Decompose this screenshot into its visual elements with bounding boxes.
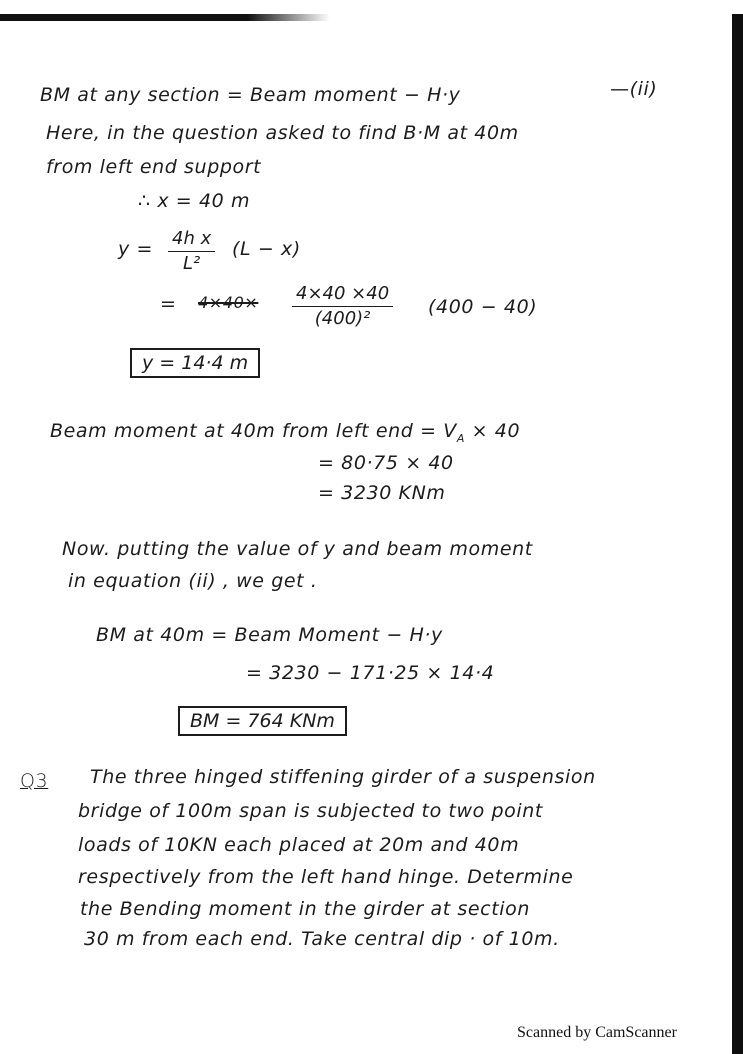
line-left-end-support: from left end support [46, 156, 262, 178]
question-line-5: the Bending moment in the girder at section [80, 898, 531, 920]
y-substitution-numerator: 4×40 ×40 [292, 283, 393, 307]
y-substitution-denominator: (400)² [314, 308, 371, 329]
question-label: Q3 [20, 770, 49, 792]
beam-moment-line [50, 420, 520, 445]
bm-result-box: BM = 764 KNm [178, 706, 347, 736]
in-equation-line: in equation (ii) , we get . [68, 570, 318, 592]
question-line-2: bridge of 100m span is subjected to two point [78, 800, 543, 822]
y-substitution-tail: (400 − 40) [428, 296, 538, 318]
question-line-6: 30 m from each end. Take central dip · of 10m. [84, 928, 560, 950]
now-putting-line: Now. putting the value of y and beam moment [62, 538, 533, 560]
y-formula-numerator: 4h x [168, 228, 215, 252]
y-result-box: y = 14·4 m [130, 348, 260, 378]
beam-moment-step-2: = 80·75 × 40 [318, 452, 454, 474]
va-subscript: A [456, 431, 465, 445]
y-formula-fraction [168, 228, 215, 274]
line-x-value: ∴ x = 40 m [138, 190, 251, 212]
y-substitution-equals: = [160, 293, 177, 315]
scan-edge-shadow-right [732, 14, 743, 1054]
bm-at-40m-line: BM at 40m = Beam Moment − H·y [96, 624, 443, 646]
question-line-4: respectively from the left hand hinge. Determine [78, 866, 574, 888]
camscanner-watermark: Scanned by CamScanner [517, 1024, 677, 1041]
y-formula-denominator: L² [182, 253, 201, 274]
equation-ref-ii: —(ii) [610, 78, 658, 100]
y-formula-tail: (L − x) [232, 238, 301, 260]
bm-substitution-line: = 3230 − 171·25 × 14·4 [246, 662, 495, 684]
beam-moment-text: Beam moment at 40m from left end = V [50, 420, 457, 442]
struck-out-text: 4×40× [198, 293, 259, 312]
line-bm-any-section: BM at any section = Beam moment − H·y [40, 84, 461, 106]
scan-edge-shadow-top [0, 14, 330, 21]
line-question-statement: Here, in the question asked to find B·M at 40m [46, 122, 519, 144]
beam-moment-tail: × 40 [471, 420, 521, 442]
y-substitution-fraction [292, 283, 393, 329]
question-line-3: loads of 10KN each placed at 20m and 40m [78, 834, 520, 856]
question-line-1: The three hinged stiffening girder of a suspension [90, 766, 596, 788]
y-formula-lhs: y = [118, 238, 154, 260]
beam-moment-step-3: = 3230 KNm [318, 482, 446, 504]
